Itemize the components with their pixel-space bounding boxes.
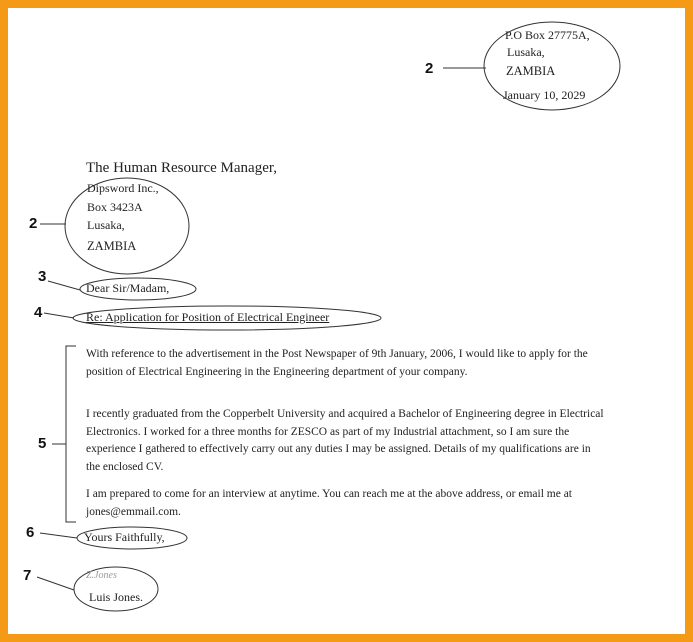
sender-address-line1: P.O Box 27775A, [505, 28, 590, 42]
marker-4: 4 [34, 304, 43, 321]
marker-4-leader [44, 313, 74, 318]
marker-2-sender: 2 [425, 60, 434, 77]
recipient-line5: ZAMBIA [87, 239, 137, 253]
marker-5: 5 [38, 435, 47, 452]
body-paragraph-3: I am prepared to come for an interview at anytime. You can reach me at the above address, or email me at jones@emmail.com. [86, 488, 573, 518]
sender-date: January 10, 2029 [503, 88, 586, 102]
subject-line: Re: Application for Position of Electrical Engineer [86, 310, 330, 324]
marker-7: 7 [23, 567, 32, 584]
recipient-title: The Human Resource Manager, [86, 160, 277, 176]
closing: Yours Faithfully, [84, 530, 165, 544]
body-paragraph-2: I recently graduated from the Copperbelt University and acquired a Bachelor of Engineering degree in Electrical Electronics. I worked for a three months for ZESCO as part of my Industrial attachment, so I am sure the experience I gathered to effectively carry out any duties I may be assigned. Details of my qualifications are in the enclosed CV. [86, 408, 604, 473]
marker-6-leader [40, 533, 77, 538]
body-bracket [66, 346, 76, 522]
body-paragraph-1: With reference to the advertisement in the Post Newspaper of 9th January, 2006, I would like to apply for the position of Electrical Engineering in the Engineering department of your company. [86, 348, 588, 378]
sender-address-line3: ZAMBIA [506, 64, 556, 78]
marker-3: 3 [38, 268, 47, 285]
marker-7-leader [37, 577, 74, 590]
marker-2-recipient: 2 [29, 215, 38, 232]
recipient-line2: Dipsword Inc., [87, 181, 159, 195]
recipient-line3: Box 3423A [87, 200, 143, 214]
sender-address-line2: Lusaka, [507, 45, 545, 59]
marker-3-leader [48, 281, 80, 290]
signature-name: Luis Jones. [89, 590, 143, 604]
salutation: Dear Sir/Madam, [86, 281, 170, 295]
recipient-line4: Lusaka, [87, 218, 125, 232]
marker-6: 6 [26, 524, 35, 541]
signature-scribble: Z.Jones [86, 570, 117, 581]
